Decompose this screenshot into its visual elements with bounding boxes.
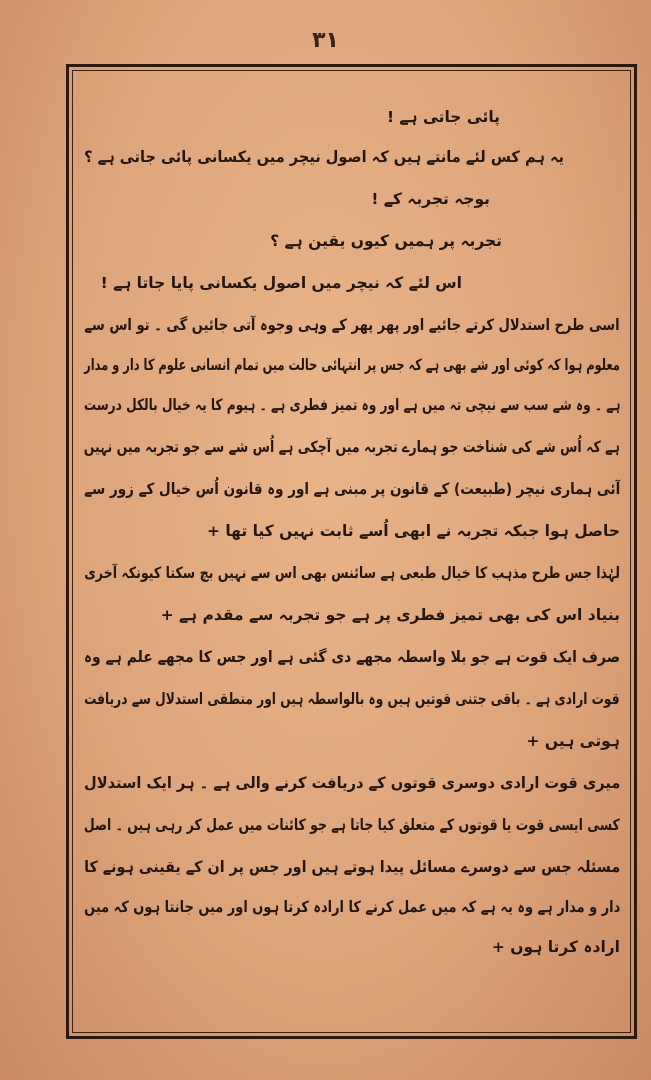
text-line: ہے ۔ وہ شے سب سے نیچی تہ میں ہے اور وہ تمیز فطری ہے ۔ ہیوم کا یہ خیال بالکل درست [83,396,620,414]
text-line: ہے کہ اُس شے کی شناخت جو ہمارے تجربہ میں آچکی ہے اُس شے سے جو تجربہ میں نہیں [83,438,620,456]
text-line: حاصل ہوا جبکہ تجربہ نے ابھی اُسے ثابت نہیں کیا تھا + [206,522,620,540]
text-line: تجربہ پر ہمیں کیوں یقین ہے ؟ [270,232,502,250]
text-line: دار و مدار ہے وہ یہ ہے کہ میں عمل کرنے کا ارادہ کرتا ہوں اور میں جانتا ہوں کہ میں [83,898,620,916]
text-line: صرف ایک قوت ہے جو بلا واسطہ مجھے دی گئی ہے اور جس کا مجھے علم ہے وہ [83,648,620,666]
text-line: پائی جاتی ہے ! [386,108,500,126]
text-line: معلوم ہوا کہ کوئی اور شے بھی ہے کہ جس پر انتہائی حالت میں تمام انسانی علوم کا دار و مدار [84,356,620,374]
text-line: بنیاد اس کی بھی تمیز فطری پر ہے جو تجربہ سے مقدم ہے + [160,606,620,624]
text-line: اس لئے کہ نیچر میں اصول یکسانی پایا جاتا ہے ! [100,274,462,292]
text-line: میری قوت ارادی دوسری قوتوں کے دریافت کرنے والی ہے ۔ ہر ایک استدلال [83,774,620,792]
text-line: کسی ایسی قوت یا قوتوں کے متعلق کیا جاتا ہے جو کائنات میں عمل کر رہی ہیں ۔ اصل [84,816,620,834]
page-border-inner [72,70,631,1033]
page-number: ۳۱ [312,28,339,53]
text-line: مسئلہ جس سے دوسرے مسائل پیدا ہوتے ہیں اور جس پر ان کے یقینی ہونے کا [83,858,620,876]
text-line: آئی ہماری نیچر (طبیعت) کے قانون پر مبنی ہے اور وہ قانون اُس خیال کے زور سے [83,480,620,498]
text-line: اسی طرح استدلال کرتے جائیے اور پھر پھر کے وہی وجوہ آتی جائیں گی ۔ تو اس سے [84,316,620,334]
text-line: یہ ہم کس لئے مانتے ہیں کہ اصول نیچر میں یکسانی پائی جاتی ہے ؟ [84,148,564,166]
text-line: قوت ارادی ہے ۔ باقی جتنی قوتیں ہیں وہ بالواسطہ ہیں اور منطقی استدلال سے دریافت [84,690,620,708]
text-line: ارادہ کرتا ہوں + [491,938,620,956]
text-line: ہوتی ہیں + [526,732,620,750]
text-line: بوجہ تجربہ کے ! [371,190,490,208]
text-line: لہٰذا جس طرح مذہب کا خیال طبعی ہے سائنس بھی اس سے نہیں بچ سکتا کیونکہ آخری [84,564,620,582]
